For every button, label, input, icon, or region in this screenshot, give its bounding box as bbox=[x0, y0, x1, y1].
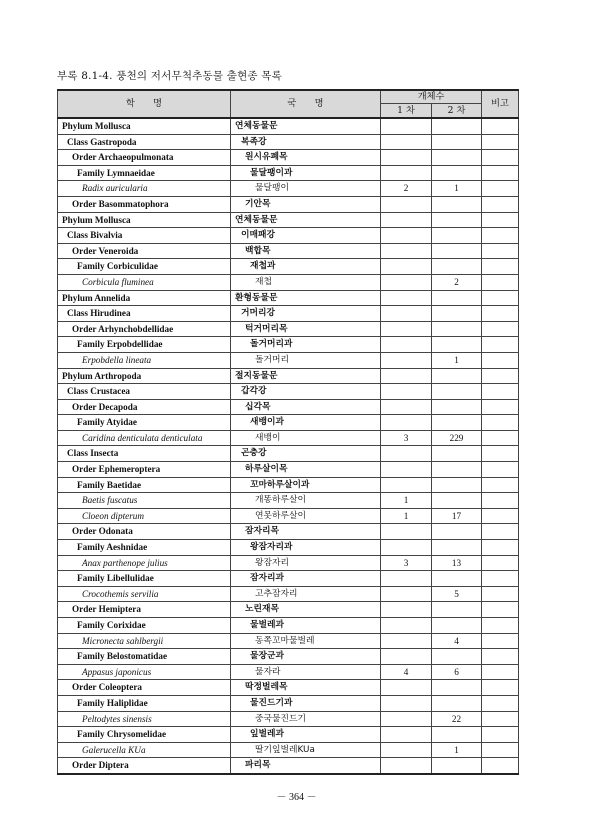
count-survey-1-cell: 1 bbox=[381, 508, 432, 524]
header-survey-1: 1 차 bbox=[381, 104, 432, 119]
count-survey-2-cell: 4 bbox=[432, 633, 482, 649]
scientific-name-cell: Radix auricularia bbox=[58, 181, 231, 197]
korean-name-cell: 하루살이목 bbox=[231, 462, 381, 478]
scientific-name-cell: Class Hirudinea bbox=[58, 306, 231, 322]
count-survey-1-cell bbox=[381, 399, 432, 415]
count-survey-1-cell bbox=[381, 150, 432, 166]
count-survey-1-cell bbox=[381, 649, 432, 665]
remark-cell bbox=[482, 118, 519, 134]
scientific-name-cell: Phylum Annelida bbox=[58, 290, 231, 306]
remark-cell bbox=[482, 462, 519, 478]
table-row bbox=[58, 618, 519, 634]
remark-cell bbox=[482, 368, 519, 384]
count-survey-1-cell bbox=[381, 462, 432, 478]
table-row bbox=[58, 493, 519, 509]
korean-name-cell: 개똥하루살이 bbox=[231, 493, 381, 509]
korean-name-cell: 곤충강 bbox=[231, 446, 381, 462]
remark-cell bbox=[482, 352, 519, 368]
count-survey-2-cell: 5 bbox=[432, 586, 482, 602]
remark-cell bbox=[482, 555, 519, 571]
scientific-name-cell: Family Lymnaeidae bbox=[58, 165, 231, 181]
count-survey-1-cell bbox=[381, 602, 432, 618]
table-row bbox=[58, 290, 519, 306]
korean-name-cell: 기안목 bbox=[231, 196, 381, 212]
header-korean-name: 국 명 bbox=[231, 90, 381, 118]
scientific-name-cell: Family Baetidae bbox=[58, 477, 231, 493]
count-survey-2-cell bbox=[432, 259, 482, 275]
count-survey-2-cell bbox=[432, 758, 482, 774]
count-survey-1-cell bbox=[381, 243, 432, 259]
scientific-name-cell: Family Haliplidae bbox=[58, 695, 231, 711]
count-survey-1-cell bbox=[381, 711, 432, 727]
table-row bbox=[58, 586, 519, 602]
scientific-name-cell: Phylum Mollusca bbox=[58, 118, 231, 134]
korean-name-cell: 돌거머리과 bbox=[231, 337, 381, 353]
remark-cell bbox=[482, 680, 519, 696]
table-row bbox=[58, 399, 519, 415]
korean-name-cell: 재첩과 bbox=[231, 259, 381, 275]
korean-name-cell: 갑각강 bbox=[231, 384, 381, 400]
count-survey-2-cell: 6 bbox=[432, 664, 482, 680]
korean-name-cell: 턱거머리목 bbox=[231, 321, 381, 337]
count-survey-2-cell: 13 bbox=[432, 555, 482, 571]
count-survey-2-cell bbox=[432, 571, 482, 587]
korean-name-cell: 물진드기과 bbox=[231, 695, 381, 711]
remark-cell bbox=[482, 633, 519, 649]
remark-cell bbox=[482, 399, 519, 415]
count-survey-1-cell bbox=[381, 446, 432, 462]
remark-cell bbox=[482, 742, 519, 758]
table-row bbox=[58, 321, 519, 337]
scientific-name-cell: Micronecta sahlbergii bbox=[58, 633, 231, 649]
korean-name-cell: 왕잠자리 bbox=[231, 555, 381, 571]
scientific-name-cell: Order Veneroida bbox=[58, 243, 231, 259]
count-survey-2-cell: 229 bbox=[432, 430, 482, 446]
count-survey-1-cell: 3 bbox=[381, 430, 432, 446]
count-survey-1-cell bbox=[381, 368, 432, 384]
korean-name-cell: 새뱅이과 bbox=[231, 415, 381, 431]
korean-name-cell: 잠자리과 bbox=[231, 571, 381, 587]
table-row bbox=[58, 571, 519, 587]
scientific-name-cell: Family Corbiculidae bbox=[58, 259, 231, 275]
remark-cell bbox=[482, 243, 519, 259]
scientific-name-cell: Class Bivalvia bbox=[58, 228, 231, 244]
count-survey-1-cell bbox=[381, 415, 432, 431]
remark-cell bbox=[482, 586, 519, 602]
count-survey-2-cell: 1 bbox=[432, 352, 482, 368]
count-survey-2-cell bbox=[432, 695, 482, 711]
scientific-name-cell: Peltodytes sinensis bbox=[58, 711, 231, 727]
table-row bbox=[58, 384, 519, 400]
count-survey-1-cell: 1 bbox=[381, 493, 432, 509]
scientific-name-cell: Order Basommatophora bbox=[58, 196, 231, 212]
korean-name-cell: 동쪽꼬마물벌레 bbox=[231, 633, 381, 649]
table-row bbox=[58, 742, 519, 758]
header-scientific-name: 학 명 bbox=[58, 90, 231, 118]
scientific-name-cell: Galerucella KUa bbox=[58, 742, 231, 758]
remark-cell bbox=[482, 196, 519, 212]
count-survey-2-cell bbox=[432, 602, 482, 618]
korean-name-cell: 물달팽이 bbox=[231, 181, 381, 197]
scientific-name-cell: Class Insecta bbox=[58, 446, 231, 462]
count-survey-1-cell bbox=[381, 321, 432, 337]
count-survey-2-cell bbox=[432, 212, 482, 228]
korean-name-cell: 재첩 bbox=[231, 274, 381, 290]
scientific-name-cell: Class Crustacea bbox=[58, 384, 231, 400]
korean-name-cell: 십각목 bbox=[231, 399, 381, 415]
count-survey-2-cell bbox=[432, 540, 482, 556]
scientific-name-cell: Caridina denticulata denticulata bbox=[58, 430, 231, 446]
table-row bbox=[58, 540, 519, 556]
count-survey-2-cell bbox=[432, 680, 482, 696]
remark-cell bbox=[482, 134, 519, 150]
count-survey-1-cell bbox=[381, 727, 432, 743]
korean-name-cell: 거머리강 bbox=[231, 306, 381, 322]
korean-name-cell: 딸기잎벌레KUa bbox=[231, 742, 381, 758]
scientific-name-cell: Order Archaeopulmonata bbox=[58, 150, 231, 166]
scientific-name-cell: Family Aeshnidae bbox=[58, 540, 231, 556]
korean-name-cell: 연못하루살이 bbox=[231, 508, 381, 524]
remark-cell bbox=[482, 446, 519, 462]
remark-cell bbox=[482, 228, 519, 244]
table-row bbox=[58, 352, 519, 368]
count-survey-1-cell: 3 bbox=[381, 555, 432, 571]
korean-name-cell: 왕잠자리과 bbox=[231, 540, 381, 556]
count-survey-1-cell bbox=[381, 212, 432, 228]
count-survey-2-cell: 22 bbox=[432, 711, 482, 727]
count-survey-2-cell: 1 bbox=[432, 181, 482, 197]
table-row bbox=[58, 524, 519, 540]
remark-cell bbox=[482, 649, 519, 665]
count-survey-1-cell bbox=[381, 477, 432, 493]
count-survey-1-cell bbox=[381, 571, 432, 587]
table-row bbox=[58, 680, 519, 696]
korean-name-cell: 딱정벌레목 bbox=[231, 680, 381, 696]
table-body bbox=[58, 118, 519, 774]
remark-cell bbox=[482, 711, 519, 727]
korean-name-cell: 중국물진드기 bbox=[231, 711, 381, 727]
remark-cell bbox=[482, 181, 519, 197]
count-survey-1-cell bbox=[381, 758, 432, 774]
count-survey-2-cell bbox=[432, 462, 482, 478]
korean-name-cell: 백합목 bbox=[231, 243, 381, 259]
table-row bbox=[58, 633, 519, 649]
scientific-name-cell: Family Erpobdellidae bbox=[58, 337, 231, 353]
count-survey-1-cell bbox=[381, 695, 432, 711]
remark-cell bbox=[482, 695, 519, 711]
korean-name-cell: 절지동물문 bbox=[231, 368, 381, 384]
table-row bbox=[58, 150, 519, 166]
korean-name-cell: 노린재목 bbox=[231, 602, 381, 618]
remark-cell bbox=[482, 150, 519, 166]
table-row bbox=[58, 118, 519, 134]
remark-cell bbox=[482, 727, 519, 743]
count-survey-2-cell bbox=[432, 196, 482, 212]
table-row bbox=[58, 664, 519, 680]
page-number: － 364 － bbox=[276, 792, 317, 803]
scientific-name-cell: Baetis fuscatus bbox=[58, 493, 231, 509]
korean-name-cell: 새뱅이 bbox=[231, 430, 381, 446]
header-remark: 비고 bbox=[482, 90, 519, 118]
remark-cell bbox=[482, 758, 519, 774]
count-survey-2-cell bbox=[432, 493, 482, 509]
table-row bbox=[58, 368, 519, 384]
count-survey-1-cell bbox=[381, 259, 432, 275]
korean-name-cell: 이매패강 bbox=[231, 228, 381, 244]
scientific-name-cell: Phylum Mollusca bbox=[58, 212, 231, 228]
remark-cell bbox=[482, 540, 519, 556]
remark-cell bbox=[482, 290, 519, 306]
korean-name-cell: 고추잠자리 bbox=[231, 586, 381, 602]
scientific-name-cell: Appasus japonicus bbox=[58, 664, 231, 680]
table-row bbox=[58, 508, 519, 524]
count-survey-2-cell: 2 bbox=[432, 274, 482, 290]
count-survey-1-cell: 2 bbox=[381, 181, 432, 197]
remark-cell bbox=[482, 212, 519, 228]
count-survey-1-cell bbox=[381, 742, 432, 758]
table-row bbox=[58, 695, 519, 711]
table-row bbox=[58, 212, 519, 228]
scientific-name-cell: Order Ephemeroptera bbox=[58, 462, 231, 478]
table-row bbox=[58, 274, 519, 290]
korean-name-cell: 연체동물문 bbox=[231, 118, 381, 134]
table-row bbox=[58, 462, 519, 478]
count-survey-1-cell bbox=[381, 228, 432, 244]
scientific-name-cell: Family Libellulidae bbox=[58, 571, 231, 587]
remark-cell bbox=[482, 430, 519, 446]
count-survey-2-cell bbox=[432, 118, 482, 134]
scientific-name-cell: Order Arhynchobdellidae bbox=[58, 321, 231, 337]
remark-cell bbox=[482, 524, 519, 540]
count-survey-1-cell bbox=[381, 118, 432, 134]
table-row bbox=[58, 446, 519, 462]
count-survey-2-cell bbox=[432, 337, 482, 353]
scientific-name-cell: Order Odonata bbox=[58, 524, 231, 540]
remark-cell bbox=[482, 493, 519, 509]
count-survey-1-cell bbox=[381, 680, 432, 696]
table-row bbox=[58, 228, 519, 244]
scientific-name-cell: Corbicula fluminea bbox=[58, 274, 231, 290]
scientific-name-cell: Anax parthenope julius bbox=[58, 555, 231, 571]
table-row bbox=[58, 259, 519, 275]
scientific-name-cell: Order Decapoda bbox=[58, 399, 231, 415]
remark-cell bbox=[482, 618, 519, 634]
table-row bbox=[58, 430, 519, 446]
count-survey-2-cell bbox=[432, 399, 482, 415]
count-survey-1-cell bbox=[381, 274, 432, 290]
remark-cell bbox=[482, 664, 519, 680]
table-row bbox=[58, 337, 519, 353]
count-survey-2-cell bbox=[432, 446, 482, 462]
korean-name-cell: 원시유폐목 bbox=[231, 150, 381, 166]
table-row bbox=[58, 477, 519, 493]
species-table bbox=[57, 89, 519, 775]
count-survey-2-cell bbox=[432, 165, 482, 181]
remark-cell bbox=[482, 508, 519, 524]
header-count-group: 개체수 bbox=[381, 90, 482, 104]
count-survey-1-cell bbox=[381, 384, 432, 400]
count-survey-2-cell bbox=[432, 321, 482, 337]
count-survey-2-cell bbox=[432, 649, 482, 665]
count-survey-2-cell bbox=[432, 228, 482, 244]
count-survey-2-cell bbox=[432, 415, 482, 431]
table-row bbox=[58, 181, 519, 197]
count-survey-2-cell: 17 bbox=[432, 508, 482, 524]
table-row bbox=[58, 243, 519, 259]
korean-name-cell: 복족강 bbox=[231, 134, 381, 150]
remark-cell bbox=[482, 259, 519, 275]
count-survey-2-cell bbox=[432, 150, 482, 166]
korean-name-cell: 돌거머리 bbox=[231, 352, 381, 368]
korean-name-cell: 물벌레과 bbox=[231, 618, 381, 634]
count-survey-1-cell bbox=[381, 633, 432, 649]
count-survey-2-cell bbox=[432, 290, 482, 306]
scientific-name-cell: Order Hemiptera bbox=[58, 602, 231, 618]
scientific-name-cell: Phylum Arthropoda bbox=[58, 368, 231, 384]
table-row bbox=[58, 602, 519, 618]
scientific-name-cell: Cloeon dipterum bbox=[58, 508, 231, 524]
count-survey-2-cell: 1 bbox=[432, 742, 482, 758]
table-caption: 부록 8.1-4. 풍천의 저서무척추동물 출현종 목록 bbox=[57, 70, 282, 82]
korean-name-cell: 꼬마하루살이과 bbox=[231, 477, 381, 493]
count-survey-1-cell: 4 bbox=[381, 664, 432, 680]
count-survey-1-cell bbox=[381, 586, 432, 602]
scientific-name-cell: Crocothemis servilia bbox=[58, 586, 231, 602]
count-survey-2-cell bbox=[432, 477, 482, 493]
count-survey-2-cell bbox=[432, 618, 482, 634]
korean-name-cell: 물달팽이과 bbox=[231, 165, 381, 181]
remark-cell bbox=[482, 602, 519, 618]
table-row bbox=[58, 196, 519, 212]
count-survey-1-cell bbox=[381, 306, 432, 322]
count-survey-2-cell bbox=[432, 727, 482, 743]
header-survey-2: 2 차 bbox=[432, 104, 482, 119]
remark-cell bbox=[482, 165, 519, 181]
remark-cell bbox=[482, 321, 519, 337]
count-survey-2-cell bbox=[432, 306, 482, 322]
count-survey-2-cell bbox=[432, 384, 482, 400]
korean-name-cell: 물자라 bbox=[231, 664, 381, 680]
count-survey-1-cell bbox=[381, 165, 432, 181]
count-survey-2-cell bbox=[432, 134, 482, 150]
scientific-name-cell: Family Corixidae bbox=[58, 618, 231, 634]
scientific-name-cell: Class Gastropoda bbox=[58, 134, 231, 150]
remark-cell bbox=[482, 337, 519, 353]
count-survey-1-cell bbox=[381, 540, 432, 556]
korean-name-cell: 잎벌레과 bbox=[231, 727, 381, 743]
korean-name-cell: 잠자리목 bbox=[231, 524, 381, 540]
korean-name-cell: 물장군과 bbox=[231, 649, 381, 665]
table-row bbox=[58, 555, 519, 571]
count-survey-1-cell bbox=[381, 618, 432, 634]
count-survey-2-cell bbox=[432, 243, 482, 259]
scientific-name-cell: Order Coleoptera bbox=[58, 680, 231, 696]
remark-cell bbox=[482, 571, 519, 587]
scientific-name-cell: Family Belostomatidae bbox=[58, 649, 231, 665]
table-row bbox=[58, 711, 519, 727]
count-survey-1-cell bbox=[381, 134, 432, 150]
count-survey-1-cell bbox=[381, 196, 432, 212]
count-survey-1-cell bbox=[381, 337, 432, 353]
table-row bbox=[58, 415, 519, 431]
table-row bbox=[58, 727, 519, 743]
table-row bbox=[58, 758, 519, 774]
korean-name-cell: 환형동물문 bbox=[231, 290, 381, 306]
korean-name-cell: 파리목 bbox=[231, 758, 381, 774]
count-survey-2-cell bbox=[432, 524, 482, 540]
korean-name-cell: 연체동물문 bbox=[231, 212, 381, 228]
remark-cell bbox=[482, 415, 519, 431]
scientific-name-cell: Family Chrysomelidae bbox=[58, 727, 231, 743]
table-row bbox=[58, 134, 519, 150]
count-survey-1-cell bbox=[381, 524, 432, 540]
count-survey-2-cell bbox=[432, 368, 482, 384]
count-survey-1-cell bbox=[381, 290, 432, 306]
scientific-name-cell: Erpobdella lineata bbox=[58, 352, 231, 368]
count-survey-1-cell bbox=[381, 352, 432, 368]
table-row bbox=[58, 165, 519, 181]
scientific-name-cell: Order Diptera bbox=[58, 758, 231, 774]
remark-cell bbox=[482, 274, 519, 290]
remark-cell bbox=[482, 477, 519, 493]
table-row bbox=[58, 649, 519, 665]
remark-cell bbox=[482, 384, 519, 400]
table-row bbox=[58, 306, 519, 322]
scientific-name-cell: Family Atyidae bbox=[58, 415, 231, 431]
remark-cell bbox=[482, 306, 519, 322]
